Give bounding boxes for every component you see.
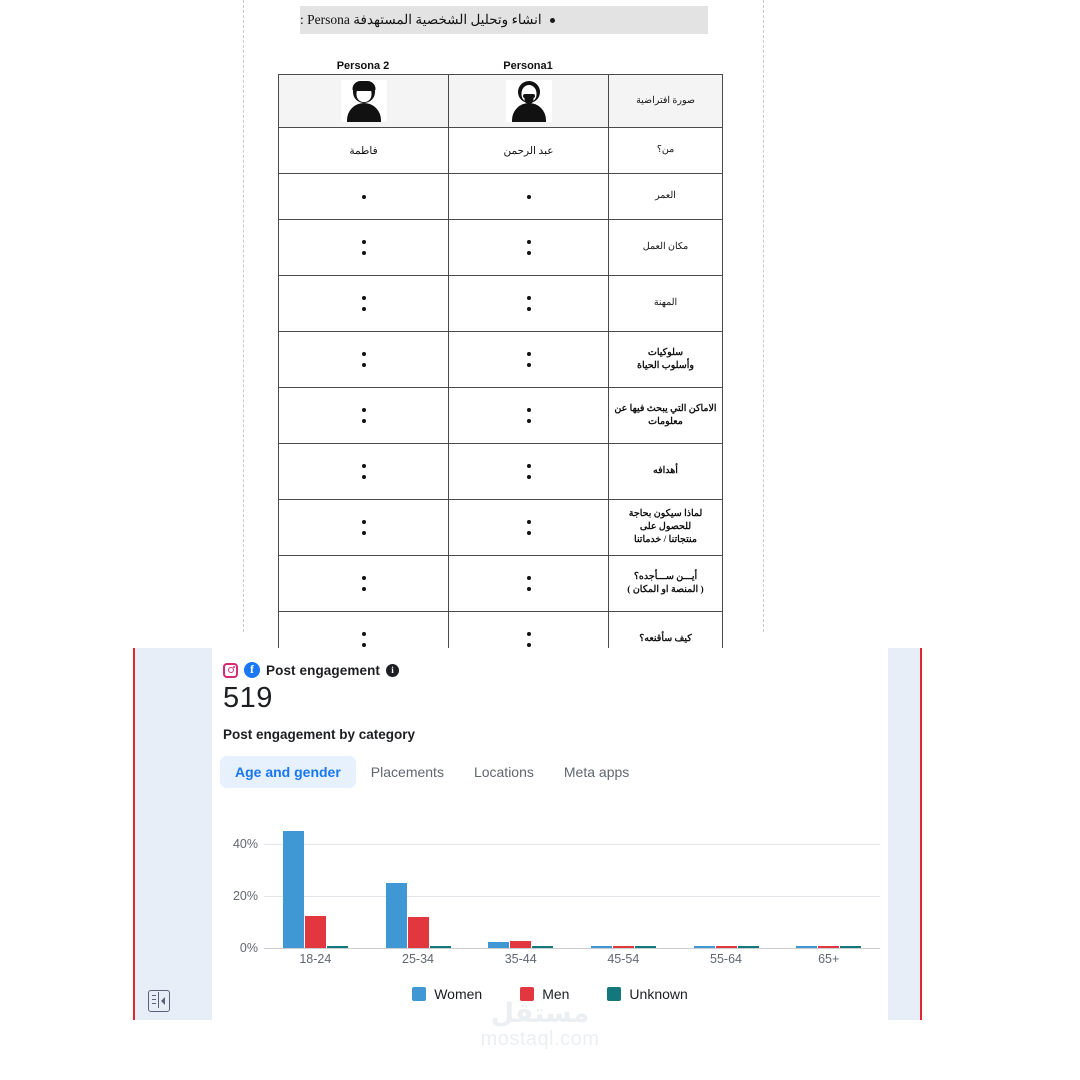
persona-1-bullets — [449, 556, 609, 612]
bullet-dot — [527, 520, 531, 524]
legend-swatch — [412, 987, 426, 1001]
bullet-dot — [362, 419, 366, 423]
panel-content — [212, 648, 888, 1020]
legend-swatch — [607, 987, 621, 1001]
bar-women[interactable] — [694, 946, 715, 948]
table-row — [279, 220, 723, 276]
bullet-dot — [527, 464, 531, 468]
red-annotation-rule-right — [920, 648, 922, 1020]
bullet-dot — [362, 587, 366, 591]
bullet-dot — [362, 307, 366, 311]
x-axis-tick: 45-54 — [607, 952, 640, 966]
row-label: العمر — [609, 174, 723, 220]
watermark-arabic: مستقل — [490, 998, 590, 1029]
bullet-dot — [362, 520, 366, 524]
x-axis-tick: 65+ — [818, 952, 840, 966]
page-edge-dashed-rule-right — [763, 0, 764, 632]
persona-2-bullets — [279, 444, 449, 500]
bar-unknown[interactable] — [430, 946, 451, 948]
bar-group — [777, 818, 880, 948]
bar-unknown[interactable] — [532, 946, 553, 948]
red-annotation-rule-left — [133, 648, 135, 1020]
row-label: مكان العمل — [609, 220, 723, 276]
right-side-pane — [888, 648, 922, 1020]
legend-label: Men — [542, 986, 570, 1002]
page-edge-dashed-rule-left — [243, 0, 244, 632]
heading-bullet-icon — [550, 18, 555, 23]
facebook-icon — [244, 662, 260, 678]
persona-1-bullets — [449, 174, 609, 220]
persona-2-avatar — [279, 75, 449, 128]
persona-1-bullets — [449, 276, 609, 332]
legend-item-unknown[interactable] — [607, 986, 687, 1002]
persona-2-bullets — [279, 174, 449, 220]
info-icon[interactable] — [386, 664, 399, 677]
x-axis-tick: 55-64 — [710, 952, 743, 966]
persona-2-value: فاطمة — [279, 128, 449, 174]
table-row — [279, 332, 723, 388]
y-axis-tick: 40% — [232, 837, 258, 851]
bar-men[interactable] — [716, 946, 737, 948]
bullet-dot — [527, 475, 531, 479]
persona-2-bullets — [279, 388, 449, 444]
x-axis-tick: 18-24 — [299, 952, 332, 966]
left-side-pane — [133, 648, 212, 1020]
x-axis-tick: 25-34 — [402, 952, 434, 966]
persona-2-caption: Persona 2 — [336, 60, 390, 72]
bar-group — [469, 818, 572, 948]
y-axis-tick: 0% — [239, 941, 258, 955]
bar-group — [675, 818, 778, 948]
row-label: لماذا سيكون بحاجة للحصول على منتجاتنا / خدماتنا — [609, 500, 723, 556]
persona-comparison-table — [278, 74, 723, 668]
bullet-dot — [527, 419, 531, 423]
bar-unknown[interactable] — [327, 946, 348, 948]
metric-value: 519 — [223, 682, 273, 714]
bullet-dot — [527, 587, 531, 591]
ads-manager-panel — [0, 648, 1080, 1020]
metric-title: Post engagement — [266, 662, 381, 678]
bullet-dot — [362, 296, 366, 300]
bar-women[interactable] — [591, 946, 612, 948]
persona-1-avatar — [449, 75, 609, 128]
tab-placements[interactable]: Placements — [370, 764, 444, 780]
table-row — [279, 174, 723, 220]
tab-age-and-gender[interactable]: Age and gender — [220, 756, 356, 788]
persona-2-bullets — [279, 220, 449, 276]
persona-2-bullets — [279, 276, 449, 332]
bar-women[interactable] — [386, 883, 407, 948]
bullet-dot — [527, 296, 531, 300]
bar-unknown[interactable] — [738, 946, 759, 948]
chart-title: Post engagement by category — [223, 727, 416, 742]
table-row — [279, 75, 723, 128]
tab-locations[interactable]: Locations — [473, 764, 534, 780]
bullet-dot — [362, 408, 366, 412]
row-label: المهنة — [609, 276, 723, 332]
bullet-dot — [527, 352, 531, 356]
bar-women[interactable] — [796, 946, 817, 948]
row-label: كيف سأقنعه؟ — [609, 612, 723, 668]
persona-1-bullets — [449, 444, 609, 500]
row-label: من؟ — [609, 128, 723, 174]
category-tabs — [220, 756, 644, 788]
persona-1-bullets — [449, 332, 609, 388]
metric-header — [223, 662, 399, 678]
persona-1-value: عبد الرحمن — [449, 128, 609, 174]
row-label: صورة افتراضية — [609, 75, 723, 128]
instagram-icon — [223, 663, 238, 678]
bullet-dot — [527, 643, 531, 647]
bar-group — [367, 818, 470, 948]
x-axis-tick: 35-44 — [504, 952, 537, 966]
heading-text: انشاء وتحليل الشخصية المستهدفة Persona : — [300, 12, 542, 27]
bullet-dot — [362, 240, 366, 244]
legend-item-men[interactable] — [520, 986, 569, 1002]
panel-collapse-icon[interactable] — [148, 990, 170, 1012]
bar-unknown[interactable] — [840, 946, 861, 948]
row-label: الاماكن التي يبحث فيها عن معلومات — [609, 388, 723, 444]
legend-label: Women — [434, 986, 483, 1002]
document-heading — [300, 6, 708, 34]
persona-1-caption: Persona1 — [503, 60, 553, 72]
chart-legend — [212, 986, 888, 1002]
persona-2-bullets — [279, 332, 449, 388]
bullet-dot — [362, 352, 366, 356]
bullet-dot — [362, 464, 366, 468]
row-label: أيـــن ســـأجده؟ ( المنصة او المكان ) — [609, 556, 723, 612]
table-row — [279, 388, 723, 444]
bar-women[interactable] — [283, 831, 304, 948]
bullet-dot — [527, 408, 531, 412]
watermark-latin: mostaql.com — [480, 1028, 600, 1051]
plot-area — [264, 818, 880, 948]
bar-women[interactable] — [488, 942, 509, 949]
bar-men[interactable] — [305, 916, 326, 949]
bar-group — [572, 818, 675, 948]
table-row — [279, 500, 723, 556]
bar-groups — [264, 818, 880, 948]
persona-1-bullets — [449, 220, 609, 276]
x-axis-line — [264, 948, 880, 949]
table-row — [279, 444, 723, 500]
legend-label: Unknown — [629, 986, 688, 1002]
table-row — [279, 128, 723, 174]
table-row — [279, 276, 723, 332]
row-label: سلوكيات وأسلوب الحياة — [609, 332, 723, 388]
bar-men[interactable] — [408, 917, 429, 948]
legend-item-women[interactable] — [412, 986, 482, 1002]
persona-1-bullets — [449, 500, 609, 556]
table-row — [279, 556, 723, 612]
bar-men[interactable] — [818, 946, 839, 948]
bullet-dot — [362, 363, 366, 367]
bullet-dot — [362, 195, 366, 199]
bar-men[interactable] — [613, 946, 634, 948]
bullet-dot — [362, 643, 366, 647]
row-label: أهدافه — [609, 444, 723, 500]
bullet-dot — [527, 195, 531, 199]
engagement-bar-chart — [212, 818, 888, 966]
tab-meta-apps[interactable]: Meta apps — [563, 764, 630, 780]
bullet-dot — [527, 307, 531, 311]
y-axis-labels — [212, 818, 258, 955]
bullet-dot — [362, 475, 366, 479]
bar-group — [264, 818, 367, 948]
bullet-dot — [527, 531, 531, 535]
persona-2-bullets — [279, 500, 449, 556]
bullet-dot — [527, 240, 531, 244]
persona-2-bullets — [279, 556, 449, 612]
bullet-dot — [527, 632, 531, 636]
persona-1-bullets — [449, 388, 609, 444]
bar-men[interactable] — [510, 941, 531, 948]
x-axis-labels — [264, 952, 880, 966]
y-axis-tick: 20% — [232, 889, 258, 903]
bar-unknown[interactable] — [635, 946, 656, 948]
bullet-dot — [527, 251, 531, 255]
bullet-dot — [362, 632, 366, 636]
bullet-dot — [527, 576, 531, 580]
bullet-dot — [362, 576, 366, 580]
bullet-dot — [362, 251, 366, 255]
bullet-dot — [527, 363, 531, 367]
legend-swatch — [520, 987, 534, 1001]
bullet-dot — [362, 531, 366, 535]
